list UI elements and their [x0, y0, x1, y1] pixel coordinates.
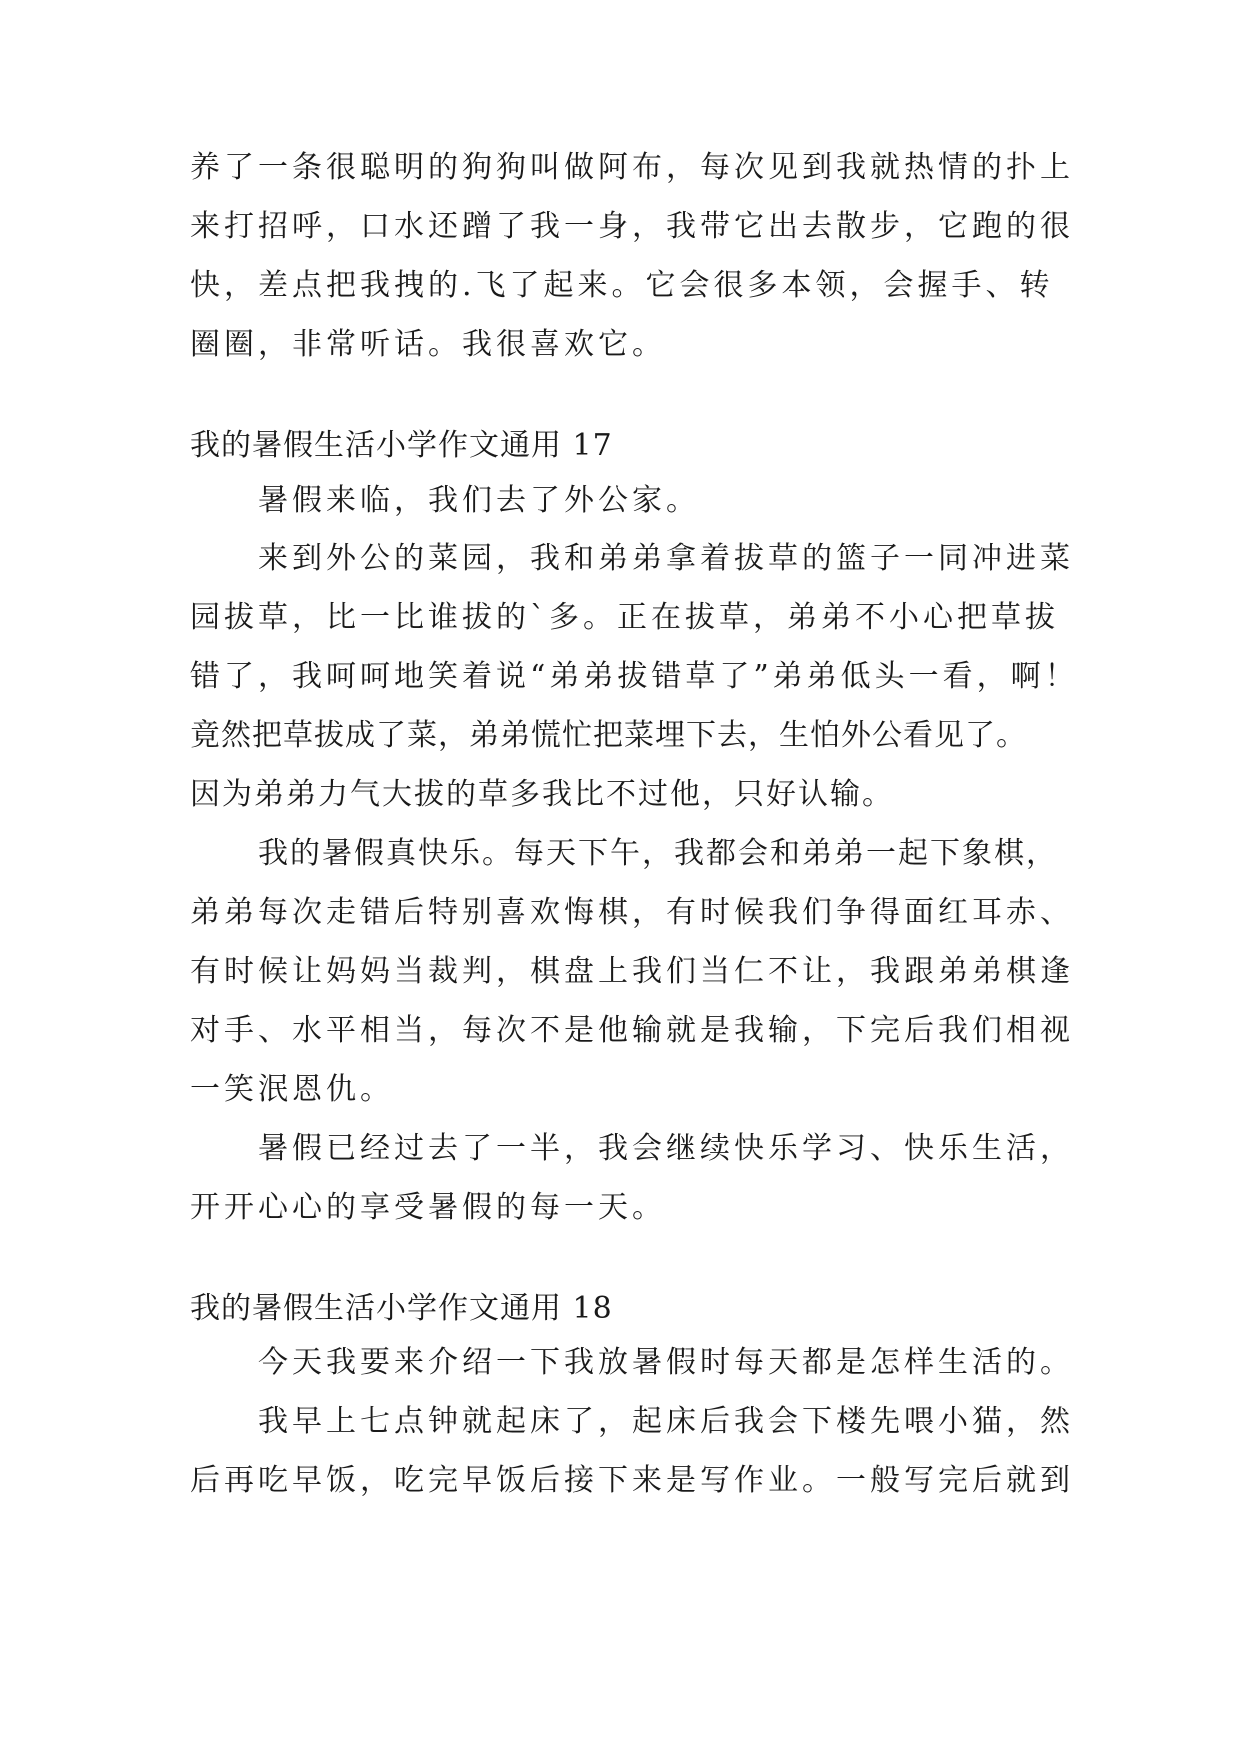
- paragraph-line: 开开心心的享受暑假的每一天。: [190, 1190, 666, 1225]
- essay-18-title: 我的暑假生活小学作文通用 18: [190, 1291, 613, 1326]
- paragraph-line: 养了一条很聪明的狗狗叫做阿布，每次见到我就热情的扑上: [190, 150, 1074, 185]
- paragraph-line: 对手、水平相当，每次不是他输就是我输，下完后我们相视: [190, 1013, 1074, 1048]
- paragraph-line: 后再吃早饭，吃完早饭后接下来是写作业。一般写完后就到: [190, 1463, 1074, 1498]
- paragraph-line: 来到外公的菜园，我和弟弟拿着拔草的篮子一同冲进菜: [258, 541, 1074, 576]
- paragraph-line: 园拔草，比一比谁拔的`多。正在拔草，弟弟不小心把草拔: [190, 600, 1059, 635]
- paragraph-line: 暑假来临，我们去了外公家。: [258, 483, 700, 518]
- paragraph-line: 竟然把草拔成了菜，弟弟慌忙把菜埋下去，生怕外公看见了。: [190, 718, 1027, 753]
- essay-17-title: 我的暑假生活小学作文通用 17: [190, 428, 613, 463]
- paragraph-line: 有时候让妈妈当裁判，棋盘上我们当仁不让，我跟弟弟棋逢: [190, 954, 1074, 989]
- paragraph-line: 弟弟每次走错后特别喜欢悔棋，有时候我们争得面红耳赤、: [190, 895, 1074, 930]
- paragraph-line: 我早上七点钟就起床了，起床后我会下楼先喂小猫，然: [258, 1404, 1074, 1439]
- paragraph-line: 我的暑假真快乐。每天下午，我都会和弟弟一起下象棋，: [258, 836, 1058, 871]
- paragraph-line: 今天我要来介绍一下我放暑假时每天都是怎样生活的。: [258, 1345, 1074, 1380]
- paragraph-line: 错了，我呵呵地笑着说“弟弟拔错草了”弟弟低头一看，啊！: [190, 659, 1079, 694]
- paragraph-line: 来打招呼，口水还蹭了我一身，我带它出去散步，它跑的很: [190, 209, 1074, 244]
- paragraph-line: 暑假已经过去了一半，我会继续快乐学习、快乐生活，: [258, 1131, 1074, 1166]
- paragraph-line: 因为弟弟力气大拔的草多我比不过他，只好认输。: [190, 777, 894, 812]
- paragraph-line: 快，差点把我拽的.飞了起来。它会很多本领，会握手、转: [190, 268, 1054, 303]
- paragraph-line: 一笑泯恩仇。: [190, 1072, 394, 1107]
- paragraph-line: 圈圈，非常听话。我很喜欢它。: [190, 327, 666, 362]
